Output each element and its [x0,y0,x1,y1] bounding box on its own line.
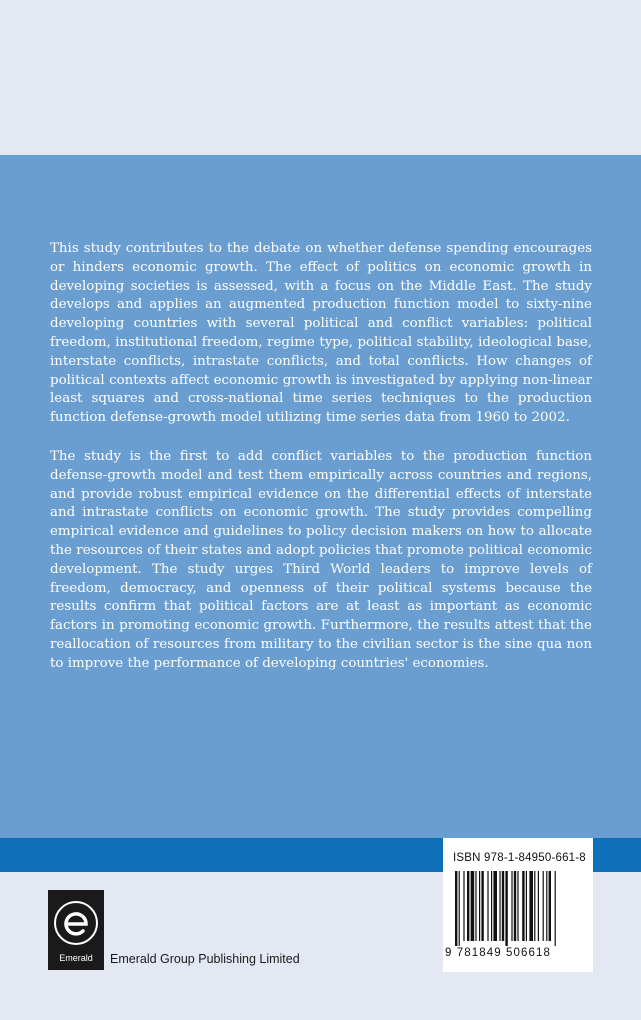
barcode-bar [555,871,556,946]
barcode-bar [534,871,535,941]
barcode-bar [526,871,527,941]
barcode-bar [505,871,507,946]
barcode-bar [459,871,460,946]
barcode-digits: 9 781849 506618 [445,947,552,959]
barcode-bar [529,871,533,941]
blurb-paragraph-2: The study is the first to add conflict variables to the production function defense-growth model and test them empirically across countries and regions, and provide robust empirical evidence on the differential effects of interstate and intrastate conflicts on economic growth. The study provides compelling empirical evidence and guidelines to policy decision makers on how to allocate the resources of their states and adopt policies that promote political economic development. The study urges Third World leaders to improve levels of freedom, democracy, and openness of their political systems because the results confirm that political factors are at least as important as economic factors in promoting economic growth. Furthermore, the results attest that the reallocation of resources from military to the civilian sector is the sine qua non to improve the performance of developing countries' economies. [50,448,592,671]
barcode-bar [481,871,483,941]
emerald-logo [48,890,104,970]
barcode-bar [467,871,469,941]
isbn-block [443,838,593,972]
emerald-e-icon [48,890,104,954]
barcode-bar [549,871,551,941]
back-cover-blurb [50,240,592,694]
barcode-bar [499,871,500,941]
publisher-name: Emerald Group Publishing Limited [110,952,300,966]
isbn-label: ISBN 978-1-84950-661-8 [453,852,586,864]
top-band [0,0,641,155]
barcode-bar [479,871,480,941]
barcode-bar [502,871,504,941]
barcode-bar [455,871,457,946]
barcode-bar [487,871,488,941]
barcode-bar [514,871,516,941]
barcode-bar [475,871,476,941]
barcode-bar [463,871,464,941]
barcode-bar [491,871,492,941]
barcode-bar [546,871,547,941]
barcode-icon [455,871,581,946]
barcode-bar [517,871,518,941]
blurb-paragraph-1: This study contributes to the debate on whether defense spending encourages or hinders economic growth. The effect of politics on economic growth in developing societies is assessed, with a focus on the Middle East. The study develops and applies an augmented production function model to sixty-nine developing countries with several political and conflict variables: political freedom, institutional freedom, regime type, political stability, ideological base, interstate conflicts, intrastate conflicts, and total conflicts. How changes of political contexts affect economic growth is investigated by applying non-linear least squares and cross-national time series techniques to the production function defense-growth model utilizing time series data from 1960 to 2002. [50,241,592,426]
barcode-bar [493,871,497,941]
barcode-bar [538,871,539,941]
logo-wordmark: Emerald [59,953,93,963]
barcode-bar [522,871,524,941]
barcode-bar [543,871,544,941]
barcode-bar [511,871,512,941]
barcode-bar [471,871,475,941]
